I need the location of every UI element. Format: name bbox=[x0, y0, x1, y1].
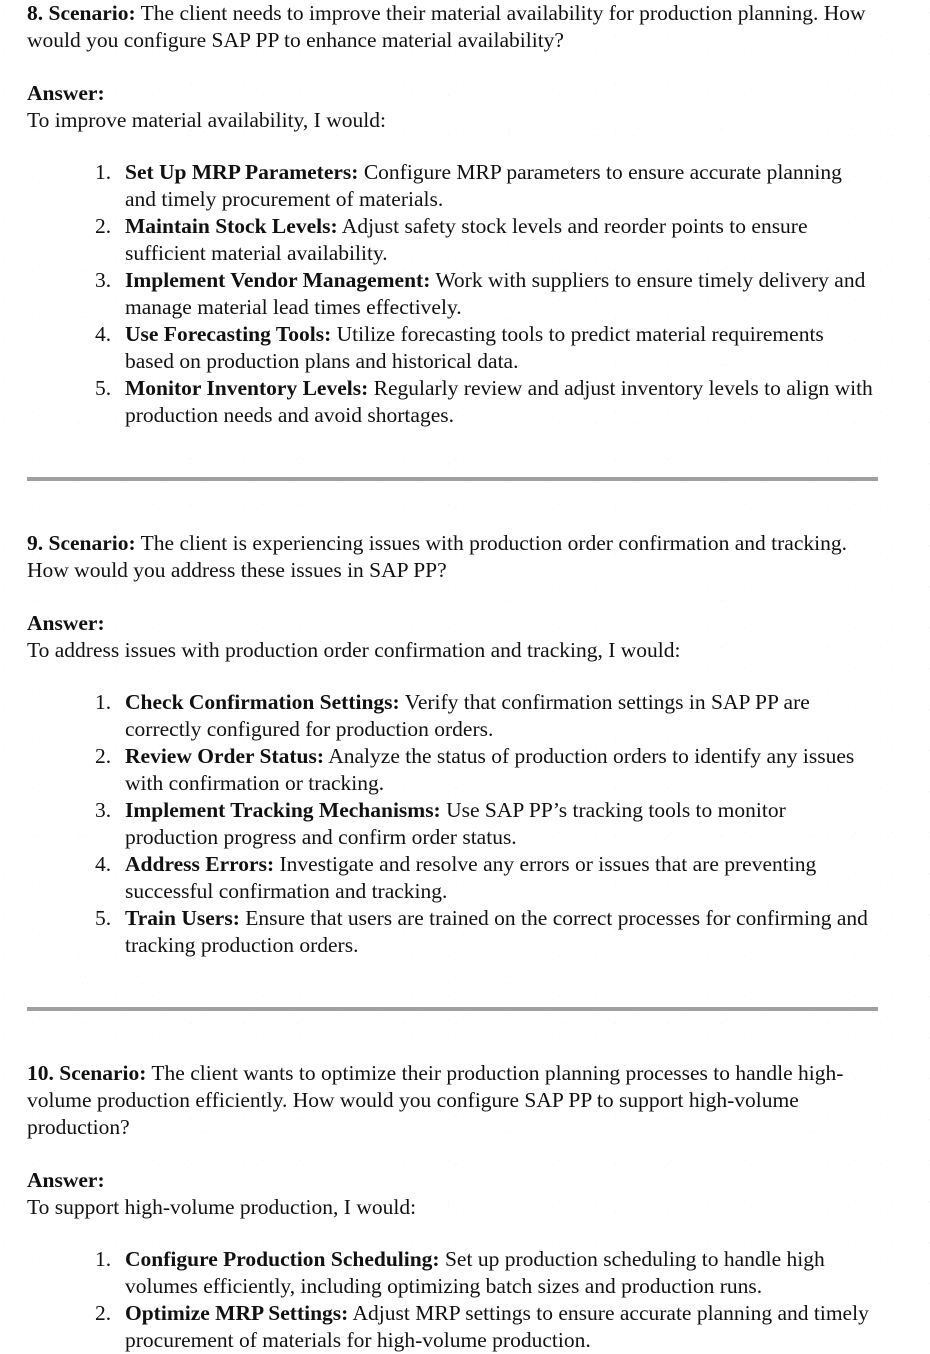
steps-list-8 bbox=[27, 159, 878, 429]
spacer bbox=[27, 584, 878, 610]
list-item bbox=[95, 905, 878, 959]
divider-wrap bbox=[27, 429, 878, 481]
step-body: Investigate and resolve any errors or issues that are preventing successful confirmation and tracking. bbox=[125, 852, 817, 903]
scenario-label-9: 9. Scenario: bbox=[27, 531, 136, 555]
scenario-paragraph-10 bbox=[27, 1060, 878, 1141]
question-block-8 bbox=[27, 0, 878, 429]
question-block-9 bbox=[27, 530, 878, 959]
list-item bbox=[95, 321, 878, 375]
step-title: Set Up MRP Parameters: bbox=[125, 160, 359, 184]
list-item bbox=[95, 689, 878, 743]
step-body: Regularly review and adjust inventory levels to align with production needs and avoid shortages. bbox=[125, 376, 873, 427]
scenario-paragraph-9 bbox=[27, 530, 878, 584]
step-body: Utilize forecasting tools to predict material requirements based on production plans and historical data. bbox=[125, 322, 824, 373]
scenario-label-8: 8. Scenario: bbox=[27, 1, 136, 25]
step-body: Verify that confirmation settings in SAP PP are correctly configured for production orders. bbox=[125, 690, 810, 741]
list-item bbox=[95, 267, 878, 321]
step-body: Work with suppliers to ensure timely delivery and manage material lead times effectively. bbox=[125, 268, 866, 319]
spacer bbox=[27, 134, 878, 159]
step-title: Address Errors: bbox=[125, 852, 275, 876]
spacer bbox=[27, 481, 878, 530]
list-item bbox=[95, 1246, 878, 1300]
step-title: Check Confirmation Settings: bbox=[125, 690, 400, 714]
step-title: Train Users: bbox=[125, 906, 240, 930]
list-item bbox=[95, 375, 878, 429]
steps-list-10 bbox=[27, 1246, 878, 1354]
answer-label-8: Answer: bbox=[27, 81, 105, 105]
question-block-10 bbox=[27, 1060, 878, 1354]
answer-lead-10: To support high-volume production, I would: bbox=[27, 1195, 417, 1219]
step-title: Review Order Status: bbox=[125, 744, 325, 768]
divider-wrap bbox=[27, 959, 878, 1011]
answer-label-9: Answer: bbox=[27, 611, 105, 635]
step-body: Adjust MRP settings to ensure accurate planning and timely procurement of materials for high-volume production. bbox=[125, 1301, 869, 1352]
list-item bbox=[95, 1300, 878, 1354]
list-item bbox=[95, 159, 878, 213]
scenario-label-10: 10. Scenario: bbox=[27, 1061, 147, 1085]
scenario-text-8: The client needs to improve their material availability for production planning. How would you configure SAP PP to enhance material availability? bbox=[27, 1, 866, 52]
step-title: Implement Vendor Management: bbox=[125, 268, 431, 292]
step-title: Implement Tracking Mechanisms: bbox=[125, 798, 441, 822]
step-body: Ensure that users are trained on the correct processes for confirming and tracking production orders. bbox=[125, 906, 868, 957]
scenario-text-10: The client wants to optimize their production planning processes to handle high-volume production efficiently. How would you configure SAP PP to support high-volume production? bbox=[27, 1061, 844, 1139]
step-body: Adjust safety stock levels and reorder points to ensure sufficient material availability. bbox=[125, 214, 808, 265]
spacer bbox=[27, 1221, 878, 1246]
step-body: Configure MRP parameters to ensure accurate planning and timely procurement of materials. bbox=[125, 160, 842, 211]
spacer bbox=[27, 1011, 878, 1060]
answer-label-10: Answer: bbox=[27, 1168, 105, 1192]
step-title: Use Forecasting Tools: bbox=[125, 322, 332, 346]
spacer bbox=[27, 54, 878, 80]
step-body: Use SAP PP’s tracking tools to monitor production progress and confirm order status. bbox=[125, 798, 786, 849]
step-body: Analyze the status of production orders to identify any issues with confirmation or tracking. bbox=[125, 744, 855, 795]
step-title: Monitor Inventory Levels: bbox=[125, 376, 369, 400]
answer-lead-8: To improve material availability, I would: bbox=[27, 108, 386, 132]
step-title: Configure Production Scheduling: bbox=[125, 1247, 440, 1271]
answer-lead-9: To address issues with production order confirmation and tracking, I would: bbox=[27, 638, 681, 662]
scenario-paragraph-8 bbox=[27, 0, 878, 54]
step-title: Maintain Stock Levels: bbox=[125, 214, 338, 238]
step-title: Optimize MRP Settings: bbox=[125, 1301, 349, 1325]
list-item bbox=[95, 743, 878, 797]
list-item bbox=[95, 797, 878, 851]
list-item bbox=[95, 213, 878, 267]
steps-list-9 bbox=[27, 689, 878, 959]
spacer bbox=[27, 664, 878, 689]
step-body: Set up production scheduling to handle high volumes efficiently, including optimizing batch sizes and production runs. bbox=[125, 1247, 825, 1298]
scenario-text-9: The client is experiencing issues with production order confirmation and tracking. How would you address these issues in SAP PP? bbox=[27, 531, 847, 582]
list-item bbox=[95, 851, 878, 905]
spacer bbox=[27, 1141, 878, 1167]
